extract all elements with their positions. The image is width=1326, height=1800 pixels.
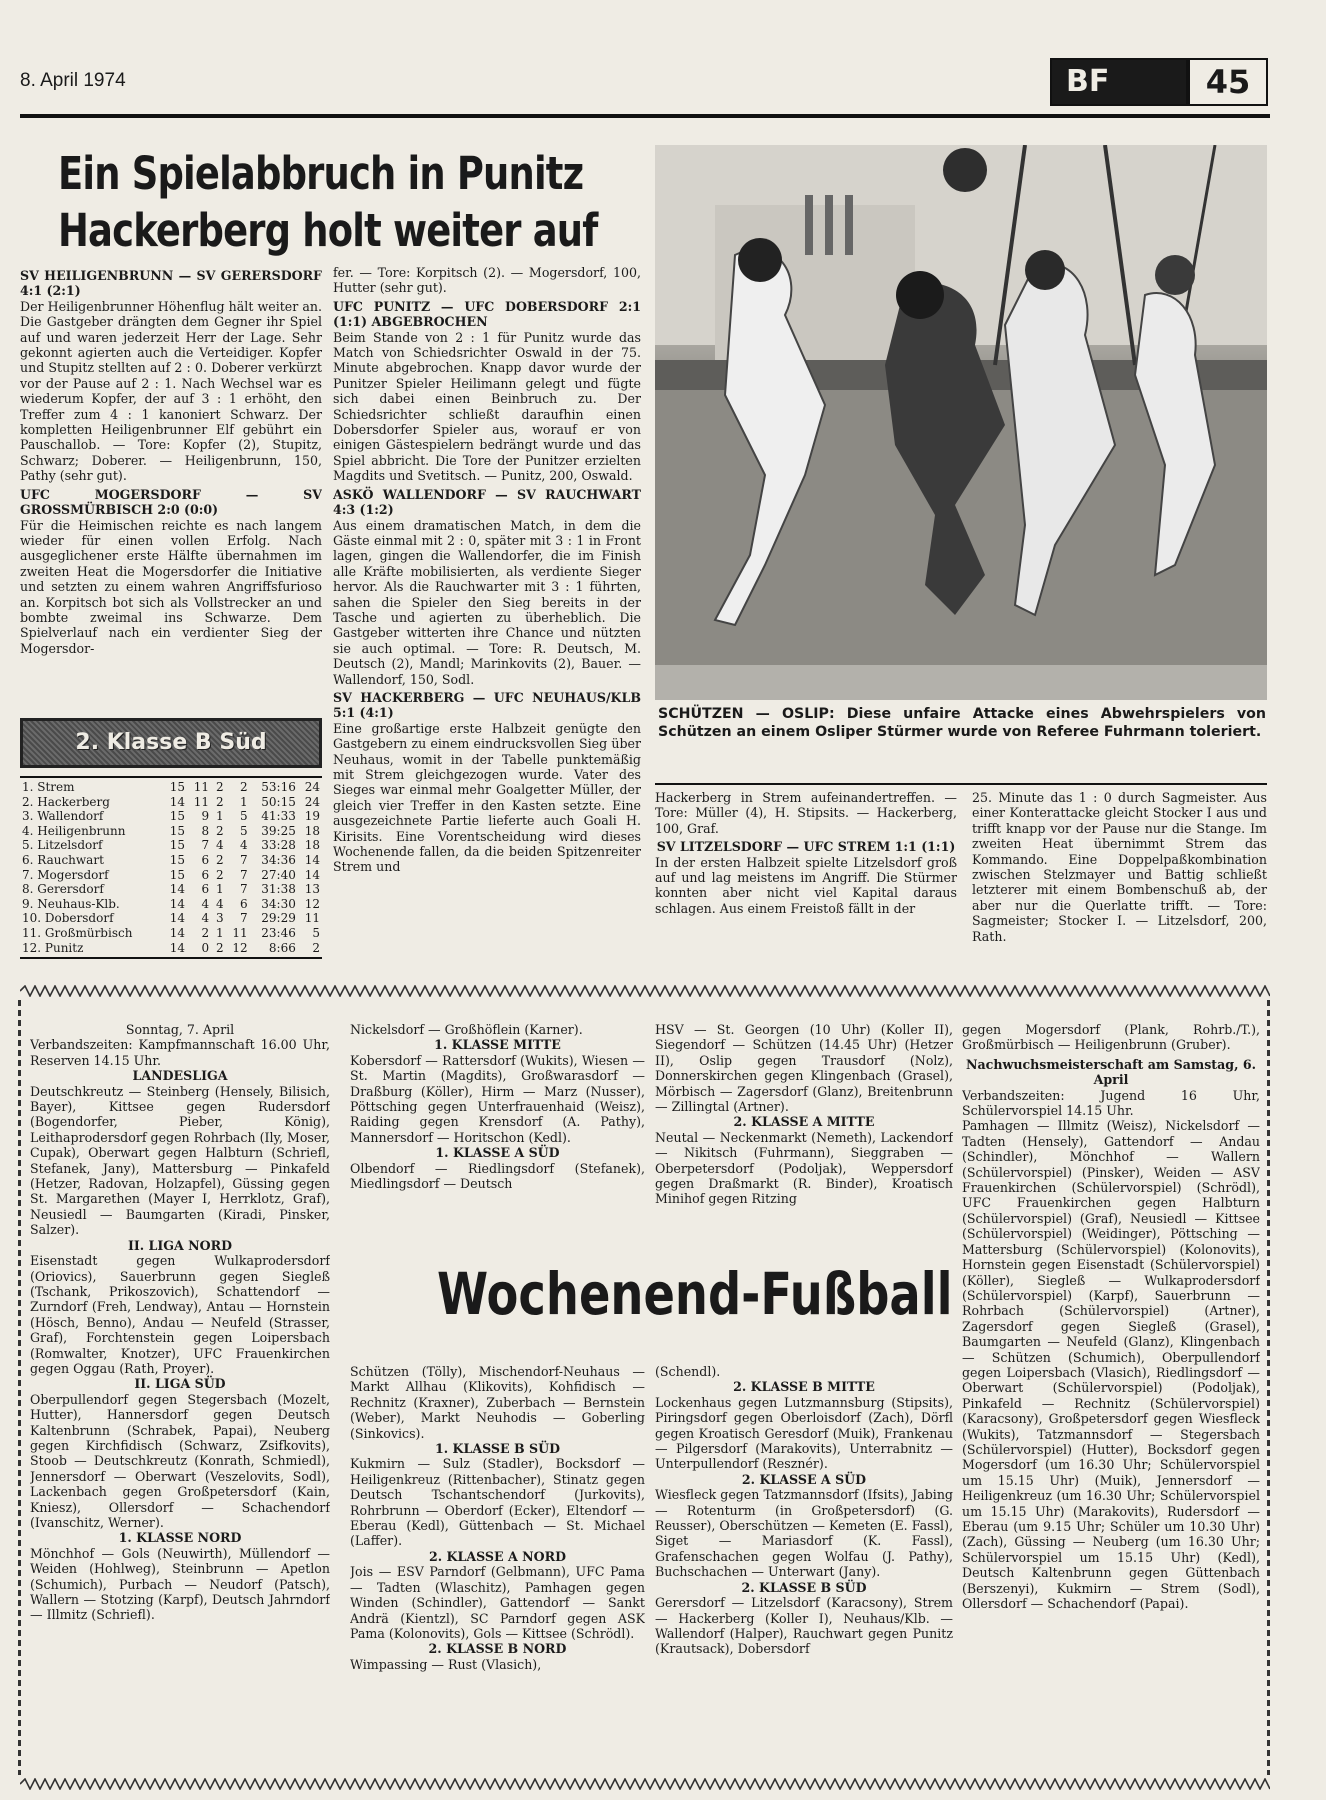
league-table-row xyxy=(20,911,322,926)
table-stat: 11 xyxy=(193,794,210,809)
fixture-list: Wiesfleck gegen Tatzmannsdorf (Ifsits), Jabing — Rotenturm (in Großpetersdorf) (G. Reusser), Oberschützen — Kemeten (E. Fassl), Siget — Mariasdorf (K. Fassl), Grafenschachen gegen Wolfau (J. Pathy), Buchschachen — Unterwart (Jany). xyxy=(655,1487,953,1580)
match-report: Hackerberg in Strem aufeinandertreffen. — Tore: Müller (4), H. Stipsits. — Hackerberg, 100, Graf. xyxy=(655,790,957,836)
league-table xyxy=(20,776,322,959)
table-stat: 29:29 xyxy=(261,911,296,926)
league-heading: 1. KLASSE B SÜD xyxy=(434,1441,561,1457)
fixture-list: HSV — St. Georgen (10 Uhr) (Koller II), Siegendorf — Schützen (14.45 Uhr) (Hetzer II), Oslip gegen Trausdorf (Nolz), Donnerskirchen gegen Klingenbach (Grasel), Mörbisch — Zagersdorf (Glanz), Breitenbrunn — Zillingtal (Artner). xyxy=(655,1022,953,1115)
match-header: SV LITZELSDORF — UFC STREM 1:1 (1:1) xyxy=(656,839,956,855)
fixture-note: Verbandszeiten: Kampfmannschaft 16.00 Uhr, Reserven 14.15 Uhr. xyxy=(30,1037,330,1068)
headline xyxy=(58,145,598,259)
fixture-list: Olbendorf — Riedlingsdorf (Stefanek), Miedlingsdorf — Deutsch xyxy=(350,1160,645,1192)
league-heading: II. LIGA NORD xyxy=(127,1237,233,1253)
team-name: 1. Strem xyxy=(22,780,75,794)
team-name: 6. Rauchwart xyxy=(22,852,104,867)
left-border xyxy=(18,1000,21,1775)
table-stat: 7 xyxy=(240,852,248,867)
match-report: In der ersten Halbzeit spielte Litzelsdorf groß auf und lag meistens im Angriff. Die Stürmer konnten aber nicht viel Kapital daraus schlagen. Aus einem Freistoß fällt in der xyxy=(655,854,957,916)
table-stat: 2 xyxy=(215,852,224,867)
table-stat: 1 xyxy=(240,794,248,809)
fixtures-column-6 xyxy=(962,1022,1260,1772)
league-table-grid xyxy=(20,780,322,955)
caption-rule xyxy=(655,783,1267,785)
table-stat: 4 xyxy=(215,838,224,853)
table-stat: 2 xyxy=(215,780,224,794)
league-table-row xyxy=(20,868,322,883)
league-table-banner xyxy=(20,718,322,768)
table-stat: 27:40 xyxy=(261,867,296,882)
bottom-wavy-border xyxy=(20,1778,1270,1790)
table-stat: 7 xyxy=(240,882,248,897)
table-stat: 14 xyxy=(304,867,320,882)
table-stat: 33:28 xyxy=(261,838,296,853)
table-stat: 14 xyxy=(304,852,320,867)
league-heading: II. LIGA SÜD xyxy=(134,1376,226,1392)
page-number: 45 xyxy=(1186,60,1266,104)
table-stat: 15 xyxy=(169,780,185,794)
fixture-note: Verbandszeiten: Jugend 16 Uhr, Schülervorspiel 14.15 Uhr. xyxy=(962,1087,1260,1119)
table-stat: 6 xyxy=(201,882,210,897)
publication-logo xyxy=(1050,58,1268,106)
team-name: 5. Litzelsdorf xyxy=(22,838,103,853)
match-photo xyxy=(655,145,1267,700)
table-stat: 4 xyxy=(201,911,210,926)
match-header: ASKÖ WALLENDORF — SV RAUCHWART 4:3 (1:2) xyxy=(333,486,641,518)
table-stat: 2 xyxy=(240,780,248,794)
table-stat: 15 xyxy=(169,838,185,853)
table-stat: 4 xyxy=(215,896,224,911)
table-stat: 5 xyxy=(240,823,248,838)
table-stat: 2 xyxy=(215,823,224,838)
header-rule xyxy=(20,114,1270,118)
table-stat: 2 xyxy=(215,940,224,955)
table-stat: 6 xyxy=(240,896,248,911)
match-header: UFC PUNITZ — UFC DOBERSDORF 2:1 (1:1) ABGEBROCHEN xyxy=(333,298,641,330)
fixture-list: Jois — ESV Parndorf (Gelbmann), UFC Pama — Tadten (Wlaschitz), Pamhagen gegen Winden (Schindler), Gattendorf — Sankt Andrä (Kientzl), SC Parndorf gegen ASK Pama (Kolonovits), Gols — Kittsee (Schrödl). xyxy=(350,1564,645,1641)
table-stat: 15 xyxy=(169,809,185,824)
team-name: 4. Heiligenbrunn xyxy=(22,823,126,838)
team-name: 3. Wallendorf xyxy=(22,809,104,824)
league-heading: 2. KLASSE A MITTE xyxy=(733,1114,875,1130)
table-stat: 18 xyxy=(304,838,320,853)
table-stat: 14 xyxy=(169,925,185,940)
article-column-3 xyxy=(655,790,957,970)
table-stat: 1 xyxy=(215,925,224,940)
table-stat: 41:33 xyxy=(261,809,296,824)
table-stat: 34:30 xyxy=(261,896,296,911)
league-table-row xyxy=(20,926,322,941)
team-name: 7. Mogersdorf xyxy=(22,867,109,882)
fixture-list: Oberpullendorf gegen Stegersbach (Mozelt, Hutter), Hannersdorf gegen Deutsch Kaltenbrunn (Schrabek, Papai), Neuberg gegen Kirchfidisch (Schwarz, Zsifkovits), Stoob — Deutschkreutz (Konrath, Schmiedl), Jennersdorf — Oberwart (Veszelovits, Sodl), Lackenbach gegen Großpetersdorf (Kain, Kniesz), Ollersdorf — Schachendorf (Ivanschitz, Werner). xyxy=(30,1391,330,1530)
team-name: 8. Gerersdorf xyxy=(22,882,104,897)
match-report: Aus einem dramatischen Match, in dem die Gäste einmal mit 2 : 0, später mit 3 : 1 in Front lagen, gingen die Wallendorfer, die im Finish alle Kräfte mobilisierten, als verdiente Sieger hervor. Als die Rauchwarter mit 3 : 1 führten, sahen die Spieler den Sieg bereits in der Tasche und agierten zu überheblich. Die Gastgeber witterten ihre Chance und nützten sie auch optimal. — Tore: R. Deutsch, M. Deutsch (2), Mandl; Marinkovits (2), Bauer. — Wallendorf, 150, Sodl. xyxy=(333,517,641,687)
table-stat: 4 xyxy=(201,896,210,911)
fixture-list: Pamhagen — Illmitz (Weisz), Nickelsdorf — Tadten (Hensely), Gattendorf — Andau (Schindler), Mönchhof — Wallern (Schülervorspiel) (Pinsker), Weiden — ASV Frauenkirchen (Schülervorspiel) (Schrödl), UFC Frauenkirchen gegen Halbturn (Schülervorspiel) (Graf), Neusiedl — Kittsee (Schülervorspiel) (Weidinger), Pöttsching — Mattersburg (Schülervorspiel) (Kolonovits), Hornstein gegen Eisenstadt (Schülervorspiel) (Köller), Siegleß — Wulkaprodersdorf (Schülervorspiel) (Karpf), Sauerbrunn — Rohrbach (Schülervorspiel) (Artner), Zagersdorf gegen Siegleß (Grasel), Baumgarten — Neufeld (Glanz), Klingenbach — Schützen (Schumich), Oberpullendorf gegen Loipersbach (Vlasich), Riedlingsdorf — Oberwart (Schülervorspiel) (Podoljak), Pinkafeld — Rechnitz (Schülervorspiel) (Karacsony), Großpetersdorf gegen Wiesfleck (Wukits), Tatzmannsdorf — Stegersbach (Schülervorspiel) (Hutter), Bocksdorf gegen Mogersdorf (um 16.30 Uhr; Schülervorspiel um 15.15 Uhr) (Muik), Jennersdorf — Heiligenkreuz (um 16.30 Uhr; Schülervorspiel um 15.15 Uhr) (Marakovits), Rudersdorf — Eberau (um 9.15 Uhr; Schüler um 10.30 Uhr) (Zach), Güssing — Neuberg (um 16.30 Uhr; Schülervorspiel um 15.15 Uhr) (Kedl), Deutsch Kaltenbrunn gegen Güttenbach (Berszenyi), Kukmirn — Strem (Sodl), Ollersdorf — Schachendorf (Papai). xyxy=(962,1118,1260,1612)
table-stat: 2 xyxy=(215,867,224,882)
league-table-row xyxy=(20,809,322,824)
fixture-list: Kobersdorf — Rattersdorf (Wukits), Wiesen — St. Martin (Magdits), Großwarasdorf — Draßburg (Köller), Hirm — Marz (Nusser), Pöttsching gegen Unterfrauenhaid (Weisz), Raiding gegen Krensdorf (A. Pathy), Mannersdorf — Horitschon (Kedl). xyxy=(350,1052,645,1145)
table-stat: 14 xyxy=(169,896,185,911)
fixtures-column-3 xyxy=(655,1022,953,1247)
headline-line-2: Hackerberg holt weiter auf xyxy=(58,204,598,257)
fixture-list: Lockenhaus gegen Lutzmannsburg (Stipsits), Piringsdorf gegen Oberloisdorf (Zach), Dörfl gegen Kroatisch Geresdorf (Muik), Frankenau — Pilgersdorf (Marakovits), Unterrabnitz — Unterpullendorf (Resznér). xyxy=(655,1394,953,1472)
league-table-row xyxy=(20,853,322,868)
fixture-list: Nickelsdorf — Großhöflein (Karner). xyxy=(350,1022,583,1037)
issue-date: 8. April 1974 xyxy=(20,70,126,91)
table-stat: 31:38 xyxy=(261,882,296,897)
table-stat: 15 xyxy=(169,867,185,882)
photo-illustration xyxy=(655,145,1267,700)
team-name: 2. Hackerberg xyxy=(22,794,110,809)
league-heading: LANDESLIGA xyxy=(132,1068,228,1084)
league-heading: 2. KLASSE B NORD xyxy=(428,1641,567,1657)
league-heading: 2. KLASSE A SÜD xyxy=(741,1471,867,1487)
league-table-row xyxy=(20,780,322,795)
league-heading: 2. KLASSE A NORD xyxy=(428,1548,567,1564)
table-stat: 1 xyxy=(215,882,224,897)
league-table-row xyxy=(20,824,322,839)
table-stat: 15 xyxy=(169,823,185,838)
league-heading: 1. KLASSE MITTE xyxy=(434,1037,561,1053)
match-header: SV HACKERBERG — UFC NEUHAUS/KLB 5:1 (4:1) xyxy=(333,689,641,721)
table-stat: 39:25 xyxy=(261,823,296,838)
fixture-date: Sonntag, 7. April xyxy=(125,1022,235,1037)
league-heading: 2. KLASSE B SÜD xyxy=(741,1579,867,1595)
fixtures-column-4 xyxy=(350,1364,645,1772)
table-stat: 2 xyxy=(201,925,210,940)
table-stat: 15 xyxy=(169,852,185,867)
table-stat: 8:66 xyxy=(268,940,296,955)
table-stat: 53:16 xyxy=(261,780,296,794)
fixtures-column-1 xyxy=(30,1022,330,1772)
article-column-4 xyxy=(972,790,1267,970)
match-report: Für die Heimischen reichte es nach langem wieder für einen vollen Erfolg. Nach ausgeglichener erste Hälfte übernahmen im zweiten Heat die Mogersdorfer die Initiative und setzten zu einem wahren Angriffsfurioso an. Korpitsch bot sich als Vollstrecker an und bombte zweimal ins Schwarze. Dem Spielverlauf nach ein verdienter Sieg der Mogersdor- xyxy=(20,517,322,656)
league-table-row xyxy=(20,795,322,810)
table-stat: 14 xyxy=(169,794,185,809)
table-stat: 14 xyxy=(169,911,185,926)
match-report: Eine großartige erste Halbzeit genügte den Gastgebern zu einem eindrucksvollen Sieg über Neuhaus, womit in der Tabelle punktemäßig mit Strem gleichgezogen wurde. Vater des Sieges war einmal mehr Goalgetter Müller, der gleich vier Treffer in den Kasten setzte. Eine ausgezeichnete Partie lieferte auch Goali H. Kirisits. Eine Vorentscheidung wird dieses Wochenende fallen, da die beiden Spitzenreiter Strem und xyxy=(333,720,641,875)
table-stat: 14 xyxy=(169,940,185,955)
table-stat: 24 xyxy=(304,780,320,794)
match-header: SV HEILIGENBRUNN — SV GERERSDORF 4:1 (2:1) xyxy=(20,268,322,299)
table-stat: 12 xyxy=(304,896,320,911)
team-name: 11. Großmürbisch xyxy=(22,925,133,940)
match-report: fer. — Tore: Korpitsch (2). — Mogersdorf, 100, Hutter (sehr gut). xyxy=(333,265,641,296)
league-heading: 1. KLASSE A SÜD xyxy=(435,1145,560,1161)
fixture-list: Mönchhof — Gols (Neuwirth), Müllendorf — Weiden (Hohlweg), Steinbrunn — Apetlon (Schumich), Purbach — Neudorf (Patsch), Wallern — Stotzing (Karpf), Deutsch Jahrndorf — Illmitz (Schriefl). xyxy=(30,1545,330,1623)
league-table-row xyxy=(20,882,322,897)
table-stat: 50:15 xyxy=(261,794,296,809)
table-stat: 2 xyxy=(215,794,224,809)
match-report: Beim Stande von 2 : 1 für Punitz wurde das Match von Schiedsrichter Oswald in der 75. Minute abgebrochen. Knapp davor wurde der Punitzer Spieler Heilimann gelegt und fügte sich dabei einen Beinbruch zu. Der Schiedsrichter schließt daraufhin einen Dobersdorfer Spieler aus, worauf er von einigen Gästespielern bedrängt wurde und das Spiel abbricht. Die Tore der Punitzer erzielten Magdits und Svetitsch. — Punitz, 200, Oswald. xyxy=(333,329,641,484)
table-stat: 11 xyxy=(232,925,248,940)
fixture-list: gegen Mogersdorf (Plank, Rohrb./T.), Großmürbisch — Heiligenbrunn (Gruber). xyxy=(962,1022,1260,1053)
league-table-row xyxy=(20,897,322,912)
table-stat: 6 xyxy=(201,852,210,867)
section-title: Wochenend-Fußball xyxy=(437,1260,953,1328)
fixture-list: Wimpassing — Rust (Vlasich), xyxy=(350,1656,542,1672)
right-border xyxy=(1267,1000,1270,1775)
table-stat: 2 xyxy=(312,940,320,955)
league-table-row xyxy=(20,838,322,853)
youth-heading: Nachwuchsmeisterschaft am Samstag, 6. April xyxy=(965,1056,1257,1088)
table-stat: 5 xyxy=(240,809,248,824)
fixtures-column-2 xyxy=(350,1022,645,1247)
table-stat: 12 xyxy=(232,940,248,955)
top-wavy-border xyxy=(20,985,1270,997)
match-report: 25. Minute das 1 : 0 durch Sagmeister. Aus einer Konterattacke gleicht Stocker I aus und trifft knapp vor der Pause nur die Stange. Im zweiten Heat übernimmt Strem das Kommando. Eine Doppelpaßkombination zwischen Stelzmayer und Battig schließt letzterer mit einem Bombenschuß ab, der aber nur die Querlatte trifft. — Tore: Sagmeister; Stocker I. — Litzelsdorf, 200, Rath. xyxy=(972,790,1267,944)
league-table-row xyxy=(20,941,322,956)
fixture-list: Schützen (Tölly), Mischendorf-Neuhaus — Markt Allhau (Klikovits), Kohfidisch — Rechnitz (Kraxner), Zuberbach — Bernstein (Weber), Markt Neuhodis — Goberling (Sinkovics). xyxy=(350,1364,645,1441)
fixtures-column-5 xyxy=(655,1364,953,1772)
team-name: 12. Punitz xyxy=(22,940,84,955)
table-stat: 24 xyxy=(304,794,320,809)
table-stat: 11 xyxy=(193,780,210,794)
logo-text: BF xyxy=(1052,60,1186,104)
fixture-list: Eisenstadt gegen Wulkaprodersdorf (Oriovics), Sauerbrunn gegen Siegleß (Tschank, Prikoszovich), Schattendorf — Zurndorf (Freh, Lendway), Antau — Hornstein (Hösch, Benno), Andau — Neufeld (Strasser, Graf), Forchtenstein gegen Loipersbach (Romwalter, Knotzer), UFC Frauenkirchen gegen Oggau (Rath, Proyer). xyxy=(30,1253,330,1376)
table-stat: 19 xyxy=(304,809,320,824)
league-heading: 1. KLASSE NORD xyxy=(118,1530,242,1546)
table-stat: 11 xyxy=(304,911,320,926)
team-name: 10. Dobersdorf xyxy=(22,911,114,926)
table-stat: 7 xyxy=(240,911,248,926)
photo-caption: SCHÜTZEN — OSLIP: Diese unfaire Attacke eines Abwehrspielers von Schützen an einem Osliper Stürmer wurde von Referee Fuhrmann toleriert. xyxy=(658,706,1266,740)
fixture-list: Neutal — Neckenmarkt (Nemeth), Lackendorf — Nikitsch (Fuhrmann), Sieggraben — Oberpetersdorf (Podoljak), Weppersdorf gegen Draßmarkt (R. Binder), Kroatisch Minihof gegen Ritzing xyxy=(655,1129,953,1207)
table-stat: 7 xyxy=(240,867,248,882)
table-stat: 6 xyxy=(201,867,210,882)
table-stat: 1 xyxy=(215,809,224,824)
table-stat: 0 xyxy=(201,940,210,955)
match-report: Der Heiligenbrunner Höhenflug hält weiter an. Die Gastgeber drängten dem Gegner ihr Spiel auf und waren jederzeit Herr der Lage. Sehr gekonnt agierten auch die Verteidiger. Kopfer und Stupitz stellten auf 2 : 0. Doberer verkürzt vor der Pause auf 2 : 1. Nach Wechsel war es wiederum Kopfer, der auf 3 : 1 erhöht, den Treffer zum 4 : 1 kanoniert Schwarz. Der kompletten Heiligenbrunner Elf gebührt ein Pauschallob. — Tore: Kopfer (2), Stupitz, Schwarz; Doberer. — Heiligenbrunn, 150, Pathy (sehr gut). xyxy=(20,298,322,484)
table-stat: 8 xyxy=(201,823,210,838)
fixture-list: (Schendl). xyxy=(655,1364,721,1379)
fixture-list: Deutschkreutz — Steinberg (Hensely, Bilisich, Bayer), Kittsee gegen Rudersdorf (Bogendorfer, Pieber, König), Leithaprodersdorf gegen Rohrbach (Ily, Moser, Cupak), Oberwart gegen Halbturn (Schriefl, Stefanek, Jany), Mattersburg — Pinkafeld (Hetzer, Radovan, Holzapfel), Güssing gegen St. Margarethen (Mayer I, Herrklotz, Graf), Neusiedl — Baumgarten (Kiradi, Pinsker, Salzer). xyxy=(30,1083,330,1238)
table-stat: 5 xyxy=(312,925,320,940)
table-stat: 34:36 xyxy=(261,852,296,867)
table-stat: 18 xyxy=(304,823,320,838)
table-stat: 14 xyxy=(169,882,185,897)
article-column-1 xyxy=(20,265,322,705)
table-stat: 7 xyxy=(201,838,210,853)
match-header: UFC MOGERSDORF — SV GROSSMÜRBISCH 2:0 (0:0) xyxy=(20,486,322,518)
league-table-title: 2. Klasse B Süd xyxy=(75,730,267,755)
table-stat: 9 xyxy=(201,809,210,824)
article-column-2 xyxy=(333,265,641,965)
table-stat: 13 xyxy=(304,882,320,897)
table-stat: 23:46 xyxy=(261,925,296,940)
team-name: 9. Neuhaus-Klb. xyxy=(22,896,120,911)
table-stat: 3 xyxy=(215,911,224,926)
fixture-list: Kukmirn — Sulz (Stadler), Bocksdorf — Heiligenkreuz (Rittenbacher), Stinatz gegen Deutsch Tschantschendorf (Jurkovits), Rohrbrunn — Oberdorf (Ecker), Eltendorf — Eberau (Kedl), Güttenbach — St. Michael (Laffer). xyxy=(350,1456,645,1549)
table-stat: 4 xyxy=(240,838,248,853)
headline-line-1: Ein Spielabbruch in Punitz xyxy=(58,147,584,200)
league-heading: 2. KLASSE B MITTE xyxy=(733,1379,875,1395)
fixture-list: Gerersdorf — Litzelsdorf (Karacsony), Strem — Hackerberg (Koller I), Neuhaus/Klb. — Wallendorf (Halper), Rauchwart gegen Punitz (Krautsack), Dobersdorf xyxy=(655,1595,953,1657)
